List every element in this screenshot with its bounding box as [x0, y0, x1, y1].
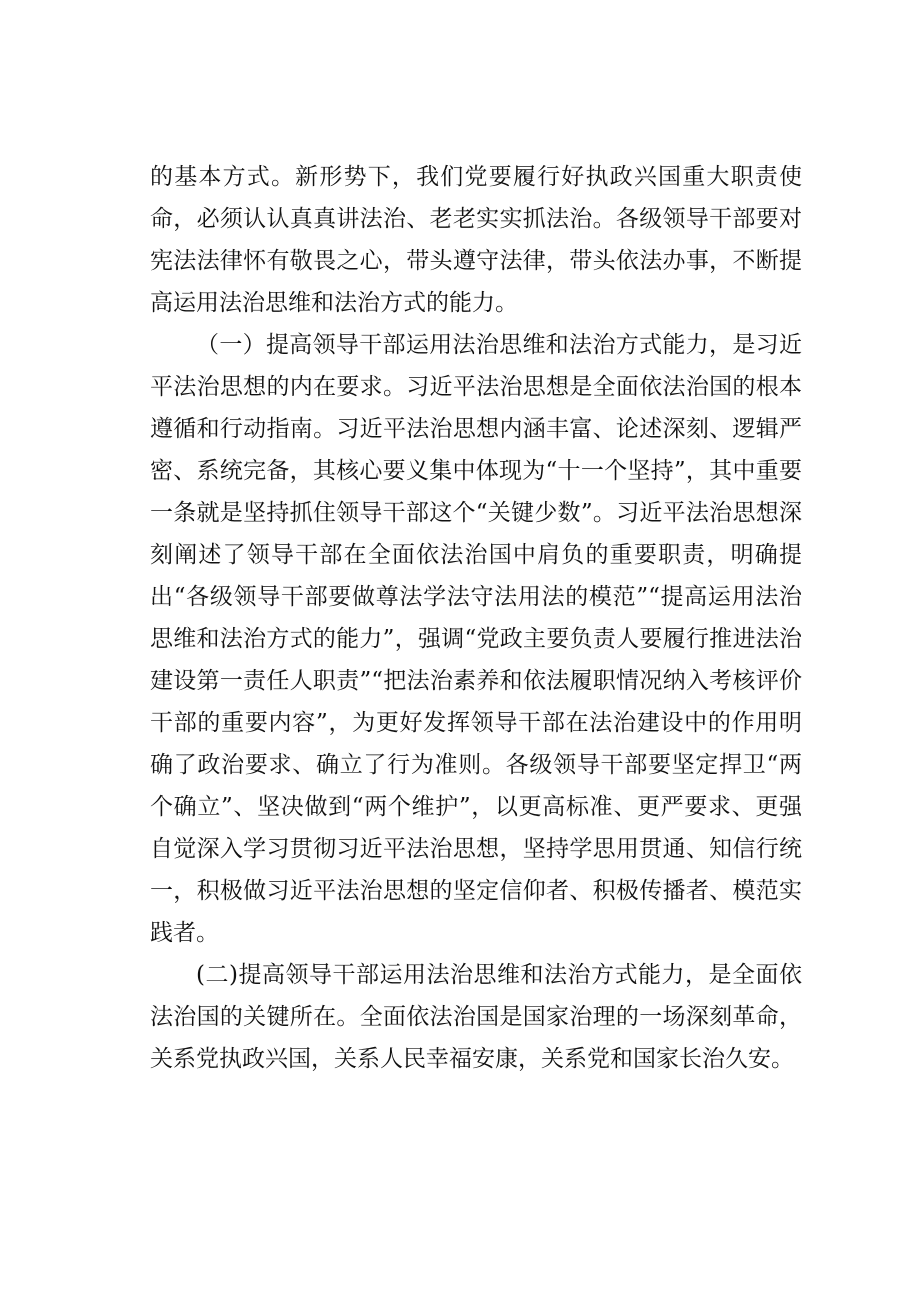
paragraph-continuation: 的基本方式。新形势下，我们党要履行好执政兴国重大职责使命，必须认认真真讲法治、老老实实抓法治。各级领导干部要对宪法法律怀有敬畏之心，带头遵守法律，带头依法办事，不断提高运用法治思维和法治方式的能力。 — [150, 164, 802, 316]
paragraph-section-1: （一）提高领导干部运用法治思维和法治方式能力，是习近平法治思想的内在要求。习近平法治思想是全面依法治国的根本遵循和行动指南。习近平法治思想内涵丰富、论述深刻、逻辑严密、系统完备，其核心要义集中体现为“十一个坚持”，其中重要一条就是坚持抓住领导干部这个“关键少数”。习近平法治思想深刻阐述了领导干部在全面依法治国中肩负的重要职责，明确提出“各级领导干部要做尊法学法守法用法的模范”“提高运用法治思维和法治方式的能力”，强调“党政主要负责人要履行推进法治建设第一责任人职责”“把法治素养和依法履职情况纳入考核评价干部的重要内容”，为更好发挥领导干部在法治建设中的作用明确了政治要求、确立了行为准则。各级领导干部要坚定捍卫“两个确立”、坚决做到“两个维护”，以更高标准、更严要求、更强自觉深入学习贯彻习近平法治思想，坚持学思用贯通、知信行统一，积极做习近平法治思想的坚定信仰者、积极传播者、模范实践者。 — [150, 332, 802, 946]
body-text — [150, 156, 802, 1080]
paragraph-section-2: (二)提高领导干部运用法治思维和法治方式能力，是全面依法治国的关键所在。全面依法治国是国家治理的一场深刻革命，关系党执政兴国，关系人民幸福安康，关系党和国家长治久安。 — [150, 962, 802, 1072]
